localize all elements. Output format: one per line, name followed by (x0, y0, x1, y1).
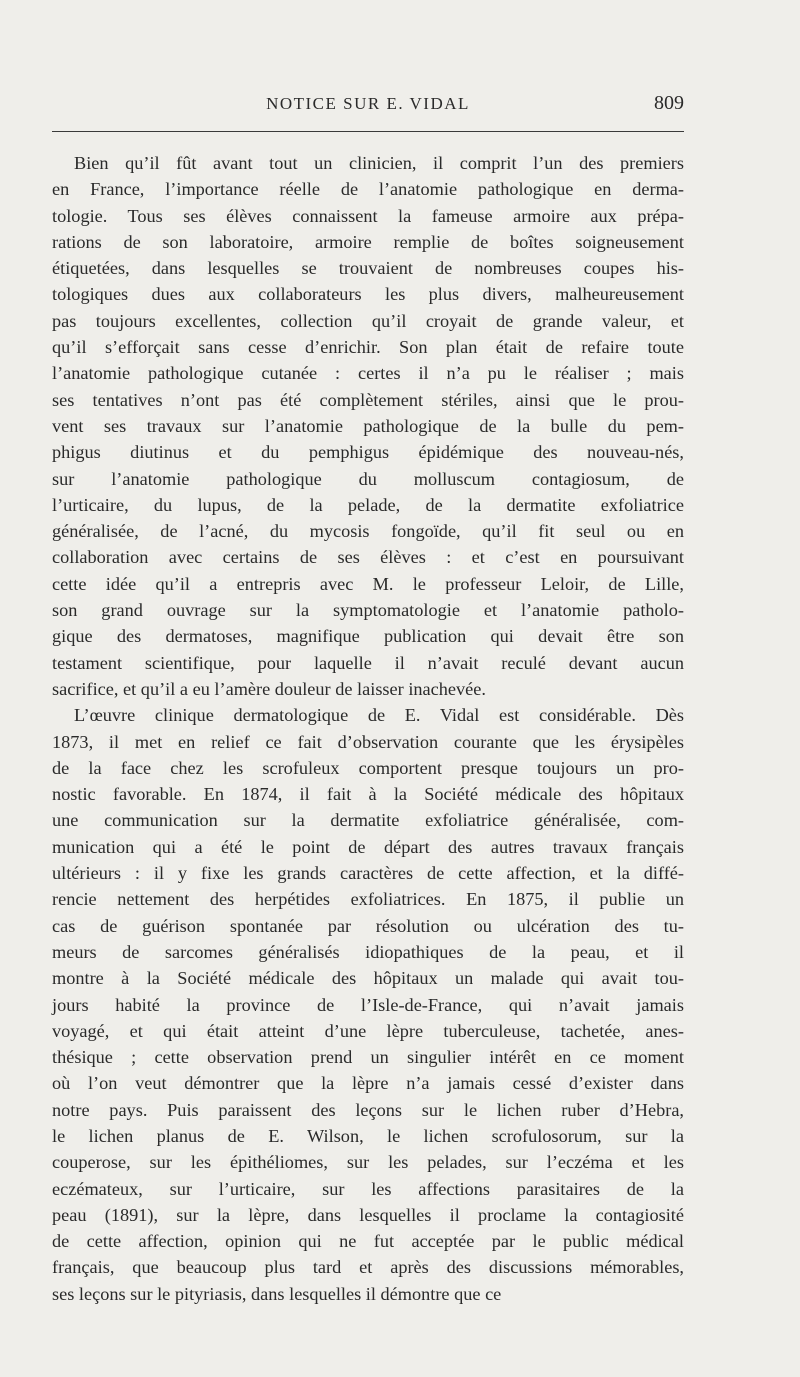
text-line: le lichen planus de E. Wilson, le lichen scrofulosorum, sur la (52, 1125, 684, 1146)
text-line: ses leçons sur le pityriasis, dans lesquelles il démontre que ce (52, 1283, 502, 1304)
text-line: montre à la Société médicale des hôpitaux un malade qui avait tou- (52, 968, 684, 989)
header-rule (52, 131, 684, 132)
text-line: l’urticaire, du lupus, de la pelade, de la dermatite exfoliatrice (52, 494, 684, 515)
text-line: sacrifice, et qu’il a eu l’amère douleur de laisser inachevée. (52, 678, 486, 699)
page-number: 809 (654, 92, 684, 114)
text-line: généralisée, de l’acné, du mycosis fongoïde, qu’il fit seul ou en (52, 521, 684, 542)
text-line: étiquetées, dans lesquelles se trouvaient de nombreuses coupes his- (52, 258, 684, 279)
text-line: L’œuvre clinique dermatologique de E. Vidal est considérable. Dès (74, 705, 684, 726)
text-line: pas toujours excellentes, collection qu’il croyait de grande valeur, et (52, 310, 684, 331)
text-line: phigus diutinus et du pemphigus épidémique des nouveau-nés, (52, 442, 684, 463)
text-line: voyagé, et qui était atteint d’une lèpre tuberculeuse, tachetée, anes- (52, 1020, 684, 1041)
text-line: tologie. Tous ses élèves connaissent la fameuse armoire aux prépa- (52, 205, 684, 226)
text-line: notre pays. Puis paraissent des leçons sur le lichen ruber d’Hebra, (52, 1099, 684, 1120)
text-line: ses tentatives n’ont pas été complètement stériles, ainsi que le prou- (52, 389, 684, 410)
text-line: l’anatomie pathologique cutanée : certes il n’a pu le réaliser ; mais (52, 363, 684, 384)
text-line: vent ses travaux sur l’anatomie pathologique de la bulle du pem- (52, 415, 684, 436)
text-line: peau (1891), sur la lèpre, dans lesquelles il proclame la contagiosité (52, 1204, 684, 1225)
text-line: munication qui a été le point de départ des autres travaux français (52, 836, 684, 857)
text-line: 1873, il met en relief ce fait d’observation courante que les érysipèles (52, 731, 684, 752)
text-line: gique des dermatoses, magnifique publication qui devait être son (52, 626, 684, 647)
text-line: rations de son laboratoire, armoire remplie de boîtes soigneusement (52, 231, 684, 252)
text-line: ultérieurs : il y fixe les grands caractères de cette affection, et la diffé- (52, 863, 684, 884)
text-line: où l’on veut démontrer que la lèpre n’a jamais cessé d’exister dans (52, 1073, 684, 1094)
text-line: tologiques dues aux collaborateurs les plus divers, malheureusement (52, 284, 684, 305)
text-line: son grand ouvrage sur la symptomatologie et l’anatomie patholo- (52, 600, 684, 621)
text-line: Bien qu’il fût avant tout un clinicien, il comprit l’un des premiers (74, 153, 684, 173)
text-line: nostic favorable. En 1874, il fait à la Société médicale des hôpitaux (52, 784, 684, 805)
running-title: NOTICE SUR E. VIDAL (266, 94, 470, 113)
text-line: de la face chez les scrofuleux comportent presque toujours un pro- (52, 757, 684, 778)
text-line: jours habité la province de l’Isle-de-France, qui n’avait jamais (52, 994, 684, 1015)
text-line: cas de guérison spontanée par résolution ou ulcération des tu- (52, 915, 684, 936)
body-text (52, 150, 684, 1307)
text-line: en France, l’importance réelle de l’anatomie pathologique en derma- (52, 179, 684, 200)
text-line: meurs de sarcomes généralisés idiopathiques de la peau, et il (52, 941, 684, 962)
text-line: sur l’anatomie pathologique du molluscum contagiosum, de (52, 468, 684, 489)
text-line: couperose, sur les épithéliomes, sur les pelades, sur l’eczéma et les (52, 1152, 684, 1173)
text-line: une communication sur la dermatite exfoliatrice généralisée, com- (52, 810, 684, 831)
page-header (52, 92, 684, 118)
text-line: cette idée qu’il a entrepris avec M. le professeur Leloir, de Lille, (52, 573, 684, 594)
text-line: qu’il s’efforçait sans cesse d’enrichir. Son plan était de refaire toute (52, 337, 684, 358)
text-line: de cette affection, opinion qui ne fut acceptée par le public médical (52, 1231, 684, 1252)
text-line: collaboration avec certains de ses élèves : et c’est en poursuivant (52, 547, 684, 568)
text-line: rencie nettement des herpétides exfoliatrices. En 1875, il publie un (52, 889, 684, 910)
text-line: eczémateux, sur l’urticaire, sur les affections parasitaires de la (52, 1178, 684, 1199)
text-line: testament scientifique, pour laquelle il n’avait reculé devant aucun (52, 652, 684, 673)
text-line: français, que beaucoup plus tard et après des discussions mémorables, (52, 1257, 684, 1278)
text-line: thésique ; cette observation prend un singulier intérêt en ce moment (52, 1047, 684, 1068)
